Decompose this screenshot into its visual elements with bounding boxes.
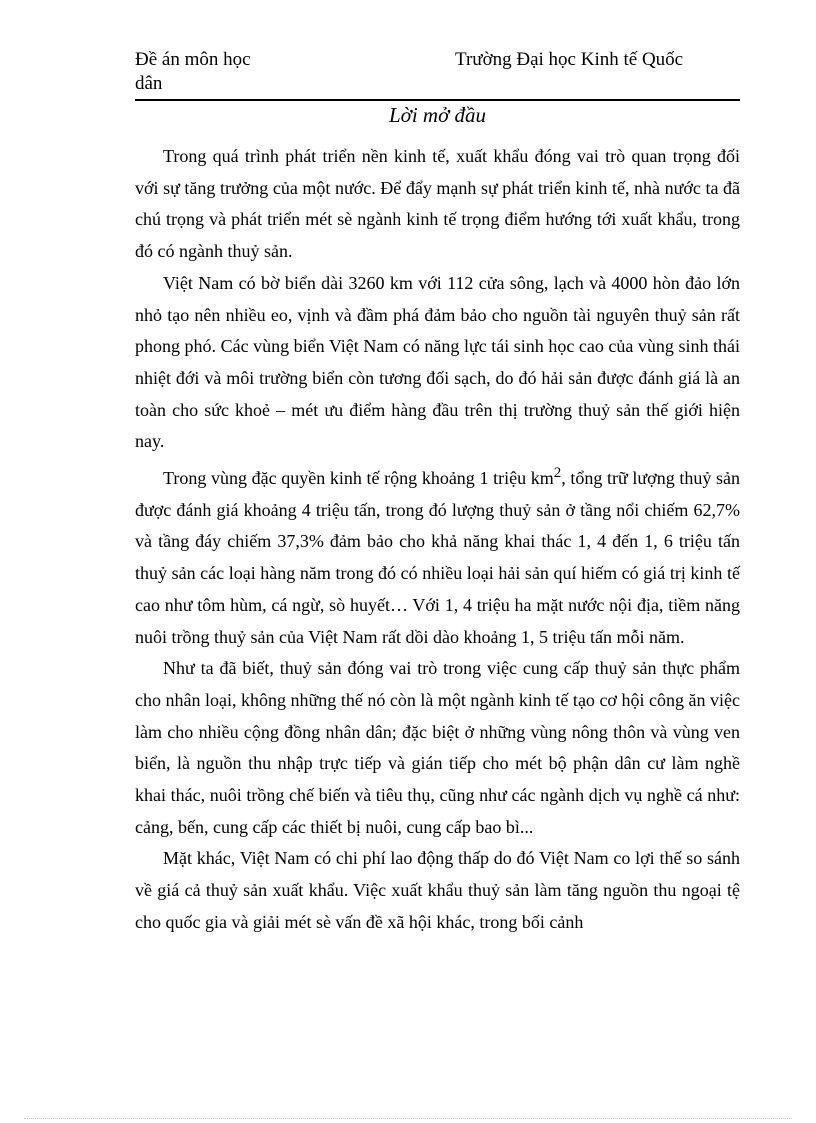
paragraph-3	[135, 458, 740, 653]
document-body	[135, 141, 740, 939]
page-title: Lời mở đầu	[388, 103, 487, 127]
header-course-label: Đề án môn học	[135, 49, 251, 70]
paragraph-3-text-before: Trong vùng đặc quyền kinh tế rộng khoảng 1 triệu km	[163, 468, 554, 489]
paragraph-5: Mặt khác, Việt Nam có chi phí lao động thấp do đó Việt Nam co lợi thế so sánh về giá cả thuỷ sản xuất khẩu. Việc xuất khẩu thuỷ sản làm tăng nguồn thu ngoại tệ cho quốc gia và giải mét sè vấn đề xã hội khác, trong bối cảnh	[135, 848, 740, 932]
paragraph-2: Việt Nam có bờ biển dài 3260 km với 112 cửa sông, lạch và 4000 hòn đảo lớn nhỏ tạo nên nhiều eo, vịnh và đầm phá đảm bảo cho nguồn tài nguyên thuỷ sản rất phong phó. Các vùng biển Việt Nam có năng lực tái sinh học cao của vùng sinh thái nhiệt đới và môi trường biển còn tương đối sạch, do đó hải sản được đánh giá là an toàn cho sức khoẻ – mét ưu điểm hàng đầu trên thị trường thuỷ sản thế giới hiện nay.	[135, 272, 740, 452]
header-divider	[135, 99, 740, 101]
header-university-name: Trường Đại học Kinh tế Quốc	[455, 49, 684, 70]
page-bottom-border	[24, 1118, 792, 1119]
paragraph-4: Như ta đã biết, thuỷ sản đóng vai trò trong việc cung cấp thuỷ sản thực phẩm cho nhân loại, không những thế nó còn là một ngành kinh tế tạo cơ hội công ăn việc làm cho nhiều cộng đồng nhân dân; đặc biệt ở những vùng nông thôn và vùng ven biển, là nguồn thu nhập trực tiếp và gián tiếp cho mét bộ phận dân cư làm nghề khai thác, nuôi trồng chế biến và tiêu thụ, cũng như các ngành dịch vụ nghề cá như: cảng, bến, cung cấp các thiết bị nuôi, cung cấp bao bì...	[135, 658, 740, 837]
running-header	[135, 48, 740, 98]
paragraph-3-text-after: , tổng trữ lượng thuỷ sản được đánh giá khoảng 4 triệu tấn, trong đó lượng thuỷ sản ở tầng nổi chiếm 62,7% và tầng đáy chiếm 37,3% đảm bảo cho khả năng khai thác 1, 4 đến 1, 6 triệu tấn thuỷ sản các loại hàng năm trong đó có nhiều loại hải sản quí hiếm có giá trị kinh tế cao như tôm hùm, cá ngừ, sò huyết… Với 1, 4 triệu ha mặt nước nội địa, tiềm năng nuôi trồng thuỷ sản của Việt Nam rất dồi dào khoảng 1, 5 triệu tấn mỗi năm.	[135, 468, 740, 647]
area-unit-superscript: 2	[553, 465, 562, 482]
header-university-continuation: dân	[135, 73, 163, 94]
paragraph-1: Trong quá trình phát triển nền kinh tế, xuất khẩu đóng vai trò quan trọng đối với sự tăng trưởng của một nước. Để đẩy mạnh sự phát triển kinh tế, nhà nước ta đã chú trọng và phát triển mét sè ngành kinh tế trọng điểm hướng tới xuất khẩu, trong đó có ngành thuỷ sản.	[135, 146, 740, 262]
